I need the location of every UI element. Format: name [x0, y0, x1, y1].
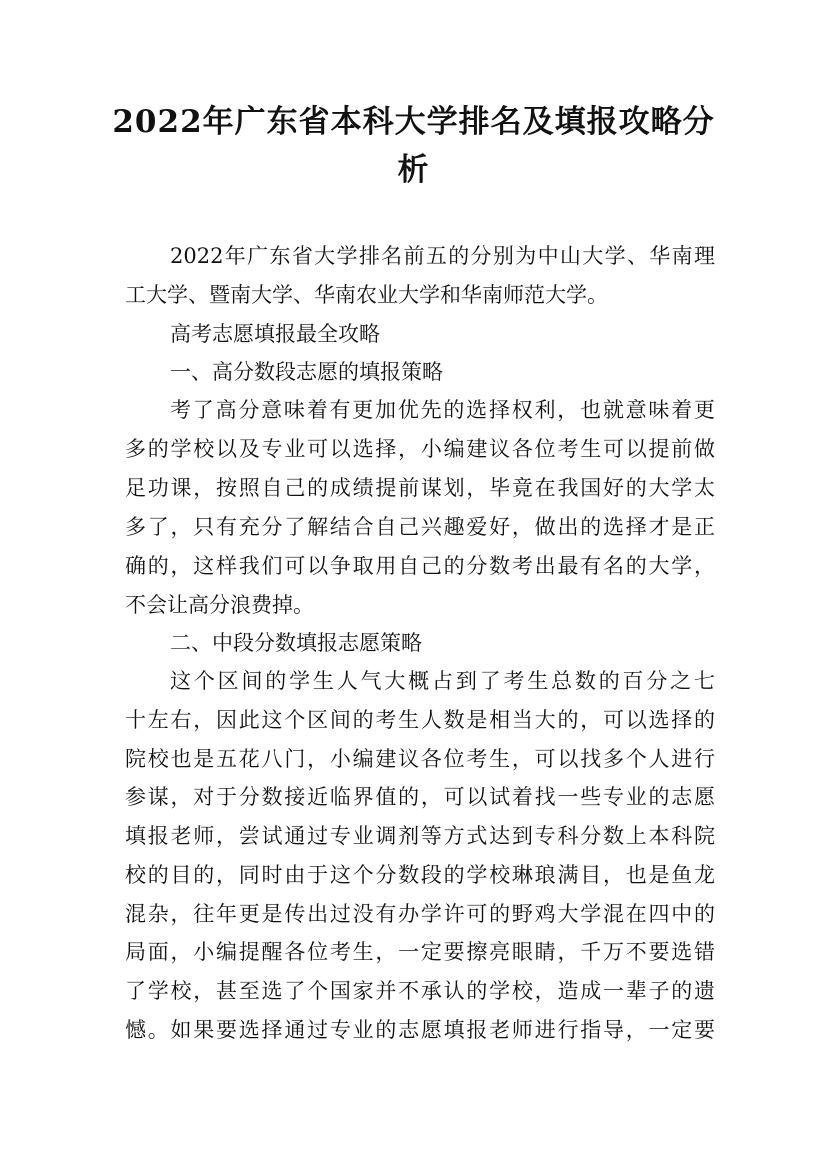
paragraph-line: 考了高分意味着有更加优先的选择权利，也就意味着更 — [170, 398, 715, 422]
paragraph-line: 这个区间的学生人气大概占到了考生总数的百分之七 — [170, 669, 715, 693]
paragraph-line: 校的目的，同时由于这个分数段的学校琳琅满目，也是鱼龙 — [125, 863, 715, 887]
document-title — [110, 98, 717, 194]
title-line-1: 2022年广东省本科大学排名及填报攻略分 — [112, 104, 715, 140]
paragraph-line: 院校也是五花八门，小编建议各位考生，可以找多个人进行 — [125, 747, 715, 771]
paragraph-line: 憾。如果要选择通过专业的志愿填报老师进行指导，一定要 — [125, 1018, 715, 1042]
paragraph-line: 工大学、暨南大学、华南农业大学和华南师范大学。 — [125, 283, 608, 307]
paragraph-line: 多的学校以及专业可以选择，小编建议各位考生可以提前做 — [125, 437, 715, 461]
title-line-2: 析 — [397, 152, 430, 188]
paragraph-line: 多了，只有充分了解结合自己兴趣爱好，做出的选择才是正 — [125, 515, 715, 539]
paragraph-line: 混杂，往年更是传出过没有办学许可的野鸡大学混在四中的 — [125, 902, 715, 926]
paragraph-line: 不会让高分浪费掉。 — [125, 593, 314, 617]
paragraph-line: 局面，小编提醒各位考生，一定要擦亮眼睛，千万不要选错 — [125, 940, 715, 964]
paragraph-line: 填报老师，尝试通过专业调剂等方式达到专科分数上本科院 — [125, 824, 715, 848]
section-heading: 高考志愿填报最全攻略 — [170, 322, 380, 346]
paragraph-line: 足功课，按照自己的成绩提前谋划，毕竟在我国好的大学太 — [125, 476, 715, 500]
paragraph-line: 参谋，对于分数接近临界值的，可以试着找一些专业的志愿 — [125, 785, 715, 809]
section-heading: 二、中段分数填报志愿策略 — [170, 631, 422, 655]
paragraph-line: 了学校，甚至选了个国家并不承认的学校，造成一辈子的遗 — [125, 979, 715, 1003]
paragraph-line: 确的，这样我们可以争取用自己的分数考出最有名的大学， — [125, 554, 715, 578]
section-heading: 一、高分数段志愿的填报策略 — [170, 360, 443, 384]
paragraph-line: 2022年广东省大学排名前五的分别为中山大学、华南理 — [170, 244, 715, 268]
paragraph-line: 十左右，因此这个区间的考生人数是相当大的，可以选择的 — [125, 708, 715, 732]
